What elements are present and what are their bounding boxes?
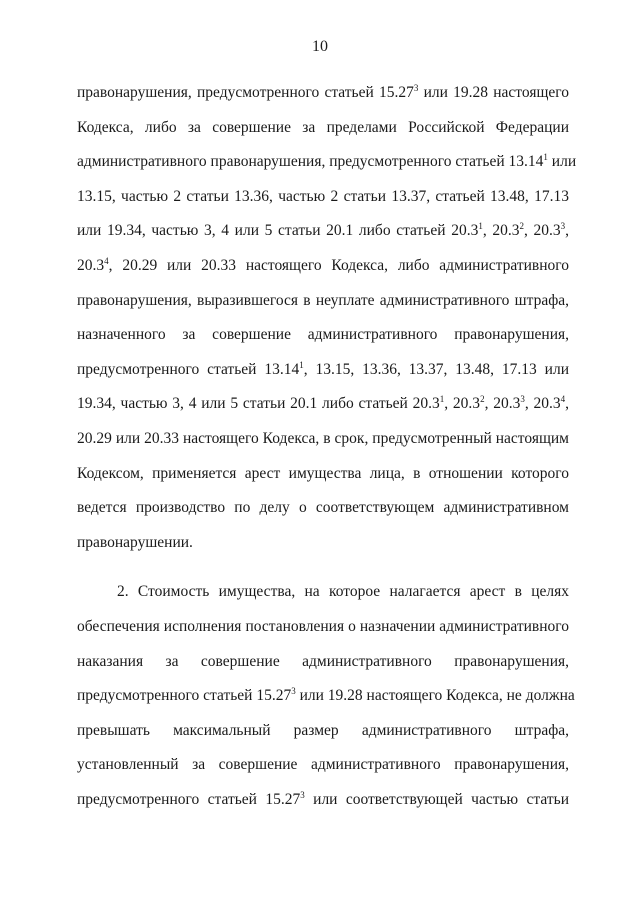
text-segment: , 13.15, 13.36, 13.37, 13.48, 17.13 или <box>303 360 569 378</box>
text-line <box>77 214 569 249</box>
text-segment: предусмотренного статьей 13.14 <box>77 360 300 378</box>
superscript: 2 <box>480 394 485 405</box>
text-segment: , <box>565 222 570 240</box>
text-line <box>77 180 569 215</box>
text-line <box>77 491 569 526</box>
text-segment: правонарушения, предусмотренного статьей 15.27 <box>77 84 414 101</box>
superscript: 3 <box>300 789 305 800</box>
text-segment: Кодексом, применяется арест имущества лица, в отношении которого <box>77 464 569 482</box>
text-segment: 13.15, частью 2 статьи 13.36, частью 2 статьи 13.37, статьей 13.48, 17.13 <box>77 187 569 205</box>
text-segment: , 20.3 <box>523 222 561 240</box>
text-line <box>77 387 569 422</box>
text-segment: 20.29 или 20.33 настоящего Кодекса, в срок, предусмотренный настоящим <box>77 429 569 447</box>
text-segment: или 19.34, частью 3, 4 или 5 статьи 20.1 либо статьей 20.3 <box>77 222 479 240</box>
text-line <box>77 575 569 610</box>
text-line <box>77 249 569 284</box>
text-line <box>77 645 569 680</box>
text-segment: превышать максимальный размер административного штрафа, <box>77 721 569 739</box>
superscript: 3 <box>560 221 566 232</box>
superscript: 1 <box>478 221 483 232</box>
text-segment: 20.3 <box>77 256 105 274</box>
text-segment: или <box>547 153 577 171</box>
text-segment: , <box>565 395 570 413</box>
text-segment: назначенного за совершение административного правонарушения, <box>77 326 569 344</box>
text-line <box>77 111 569 146</box>
superscript: 3 <box>520 394 525 405</box>
text-line <box>77 76 569 111</box>
text-segment: 19.34, частью 3, 4 или 5 статьи 20.1 либо статьей 20.3 <box>77 395 440 413</box>
superscript: 4 <box>560 394 566 405</box>
paragraph-gap <box>77 560 569 575</box>
text-line <box>77 353 569 388</box>
page-number: 10 <box>312 38 328 55</box>
text-line <box>77 783 569 818</box>
text-segment: или соответствующей частью статьи <box>304 790 569 808</box>
text-line <box>77 610 569 645</box>
text-line <box>77 679 575 714</box>
text-segment: правонарушении. <box>77 533 193 551</box>
superscript: 1 <box>439 394 445 405</box>
text-line <box>77 748 569 783</box>
superscript: 1 <box>543 152 548 163</box>
superscript: 3 <box>413 83 419 93</box>
text-segment: , 20.29 или 20.33 настоящего Кодекса, либо административного <box>108 256 569 274</box>
text-line <box>77 457 569 492</box>
text-line <box>77 284 569 319</box>
text-segment: установленный за совершение административного правонарушения, <box>77 756 569 774</box>
superscript: 2 <box>519 221 524 232</box>
text-segment: предусмотренного статьей 15.27 <box>77 687 292 705</box>
text-line <box>77 714 569 749</box>
superscript: 4 <box>104 255 109 266</box>
text-line <box>77 422 569 457</box>
text-segment: Кодекса, либо за совершение за пределами Российской Федерации <box>77 118 569 136</box>
text-segment: предусмотренного статьей 15.27 <box>77 790 301 808</box>
text-segment: или 19.28 настоящего Кодекса, не должна <box>295 687 575 705</box>
text-segment: административного правонарушения, предусмотренного статьей 13.14 <box>77 153 544 171</box>
paragraph <box>77 575 575 817</box>
text-segment: ведется производство по делу о соответствующем административном <box>77 499 569 517</box>
text-segment: 2. Стоимость имущества, на которое налагается арест в целях <box>117 583 569 601</box>
text-line <box>77 318 569 353</box>
text-line <box>77 145 577 180</box>
text-segment: или 19.28 настоящего <box>418 84 569 101</box>
body-text <box>77 76 577 817</box>
superscript: 3 <box>291 686 296 697</box>
text-segment: , 20.3 <box>444 395 481 413</box>
text-segment: , 20.3 <box>484 395 521 413</box>
superscript: 1 <box>299 359 304 370</box>
text-segment: наказания за совершение административного правонарушения, <box>77 652 569 670</box>
text-line <box>77 526 569 561</box>
text-segment: , 20.3 <box>524 395 561 413</box>
text-segment: правонарушения, выразившегося в неуплате административного штрафа, <box>77 291 569 309</box>
text-segment: обеспечения исполнения постановления о назначении административного <box>77 617 569 635</box>
text-segment: , 20.3 <box>482 222 520 240</box>
paragraph <box>77 76 577 560</box>
